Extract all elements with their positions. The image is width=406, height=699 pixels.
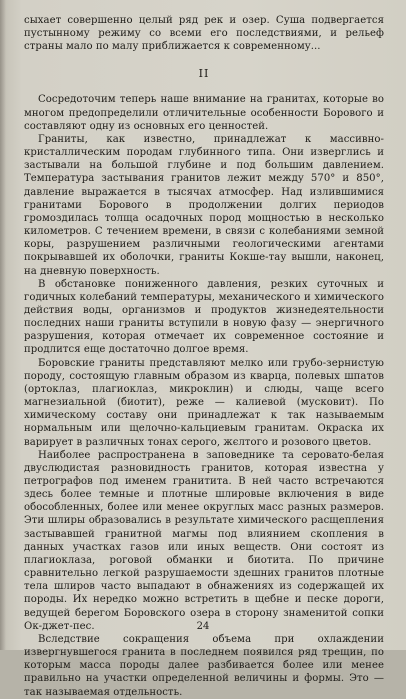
page-number: 24 [196, 621, 210, 632]
spine-shadow [0, 0, 6, 650]
section-heading: II [198, 67, 210, 81]
paragraph-granitite-schlieren: Наиболее распространена в заповеднике та серовато-белая двуслюдистая разновидность гранитов, которая известна у петрографов под именем гранитита. В ней часто встречаются здесь более темные и плотные шлировые включения в виде обособленных, более или менее округлых масс разных размеров. Эти шлиры образовались в результате химического расщепления застывавшей гранитной магмы под влиянием скопления в данных участках газов или иных веществ. Они состоят из плагиоклаза, роговой обманки и биотита. По причине сравнительно легкой разрушаемости здешних гранитов плотные тела шлиров часто выпадают в обнажениях из содержащей их породы. Их нередко можно встретить в щебне и песке дороги, ведущей берегом Боровского озера в сторону знаменитой сопки Ок-джет-пес. [24, 449, 384, 632]
paragraph-jointing: Вследствие сокращения объема при охлаждении извергнувшегося гранита в последнем появился ряд трещин, по которым масса породы далее разбивается более или менее правильно на участки определенной величины и формы. Это — так называемая отдельность. [24, 633, 384, 698]
continuation-paragraph: сыхает совершенно целый ряд рек и озер. Суша подвергается пустынному режиму со всеми его последствиями, и рельеф страны мало по малу приближается к современному... [24, 15, 384, 53]
paragraph-granite-composition: Боровские граниты представляют мелко или грубо-зернистую породу, состоящую главным образом из кварца, полевых шпатов (ортоклаз, плагиоклаз, микроклин) и слюды, чаще всего магнезиальной (биотит), реже — калиевой (мусковит). По химическому составу они принадлежат к так называемым нормальным или щелочно-кальциевым гранитам. Окраска их варирует в различных тонах серого, жєлтого и розового цветов. [24, 357, 384, 448]
paragraph-destruction-phase: В обстановке пониженного давления, резких суточных и годичных колебаний температуры, механического и химического действия воды, организмов и продуктов жизнедеятельности последних наши граниты вступили в новую фазу — энергичного разрушения, которая отмечает их современное состояние и продлится еще достаточно долгое время. [24, 278, 384, 356]
paragraph-granites-origin: Граниты, как известно, принадлежат к массивно-кристаллическим породам глубинного типа. Они изверглись и застывали на большой глубине и под большим давлением. Температура застывания гранитов лежит между 570° и 850°, давление выражается в тысячах атмосфер. Над излившимися гранитами Борового в продолжении долгих периодов громоздилась толща осадочных пород мощностью в несколько километров. С течением времени, в связи с колебаниями земной коры, разрушением различными геологическими агентами покрывавшей их оболочки, граниты Кокше-тау вышли, наконец, на дневную поверхность. [24, 133, 384, 277]
paragraph-granites-intro: Сосредоточим теперь наше внимание на гранитах, которые во многом предопределили отличительные особенности Борового и составляют одну из основных его ценностей. [24, 94, 384, 132]
